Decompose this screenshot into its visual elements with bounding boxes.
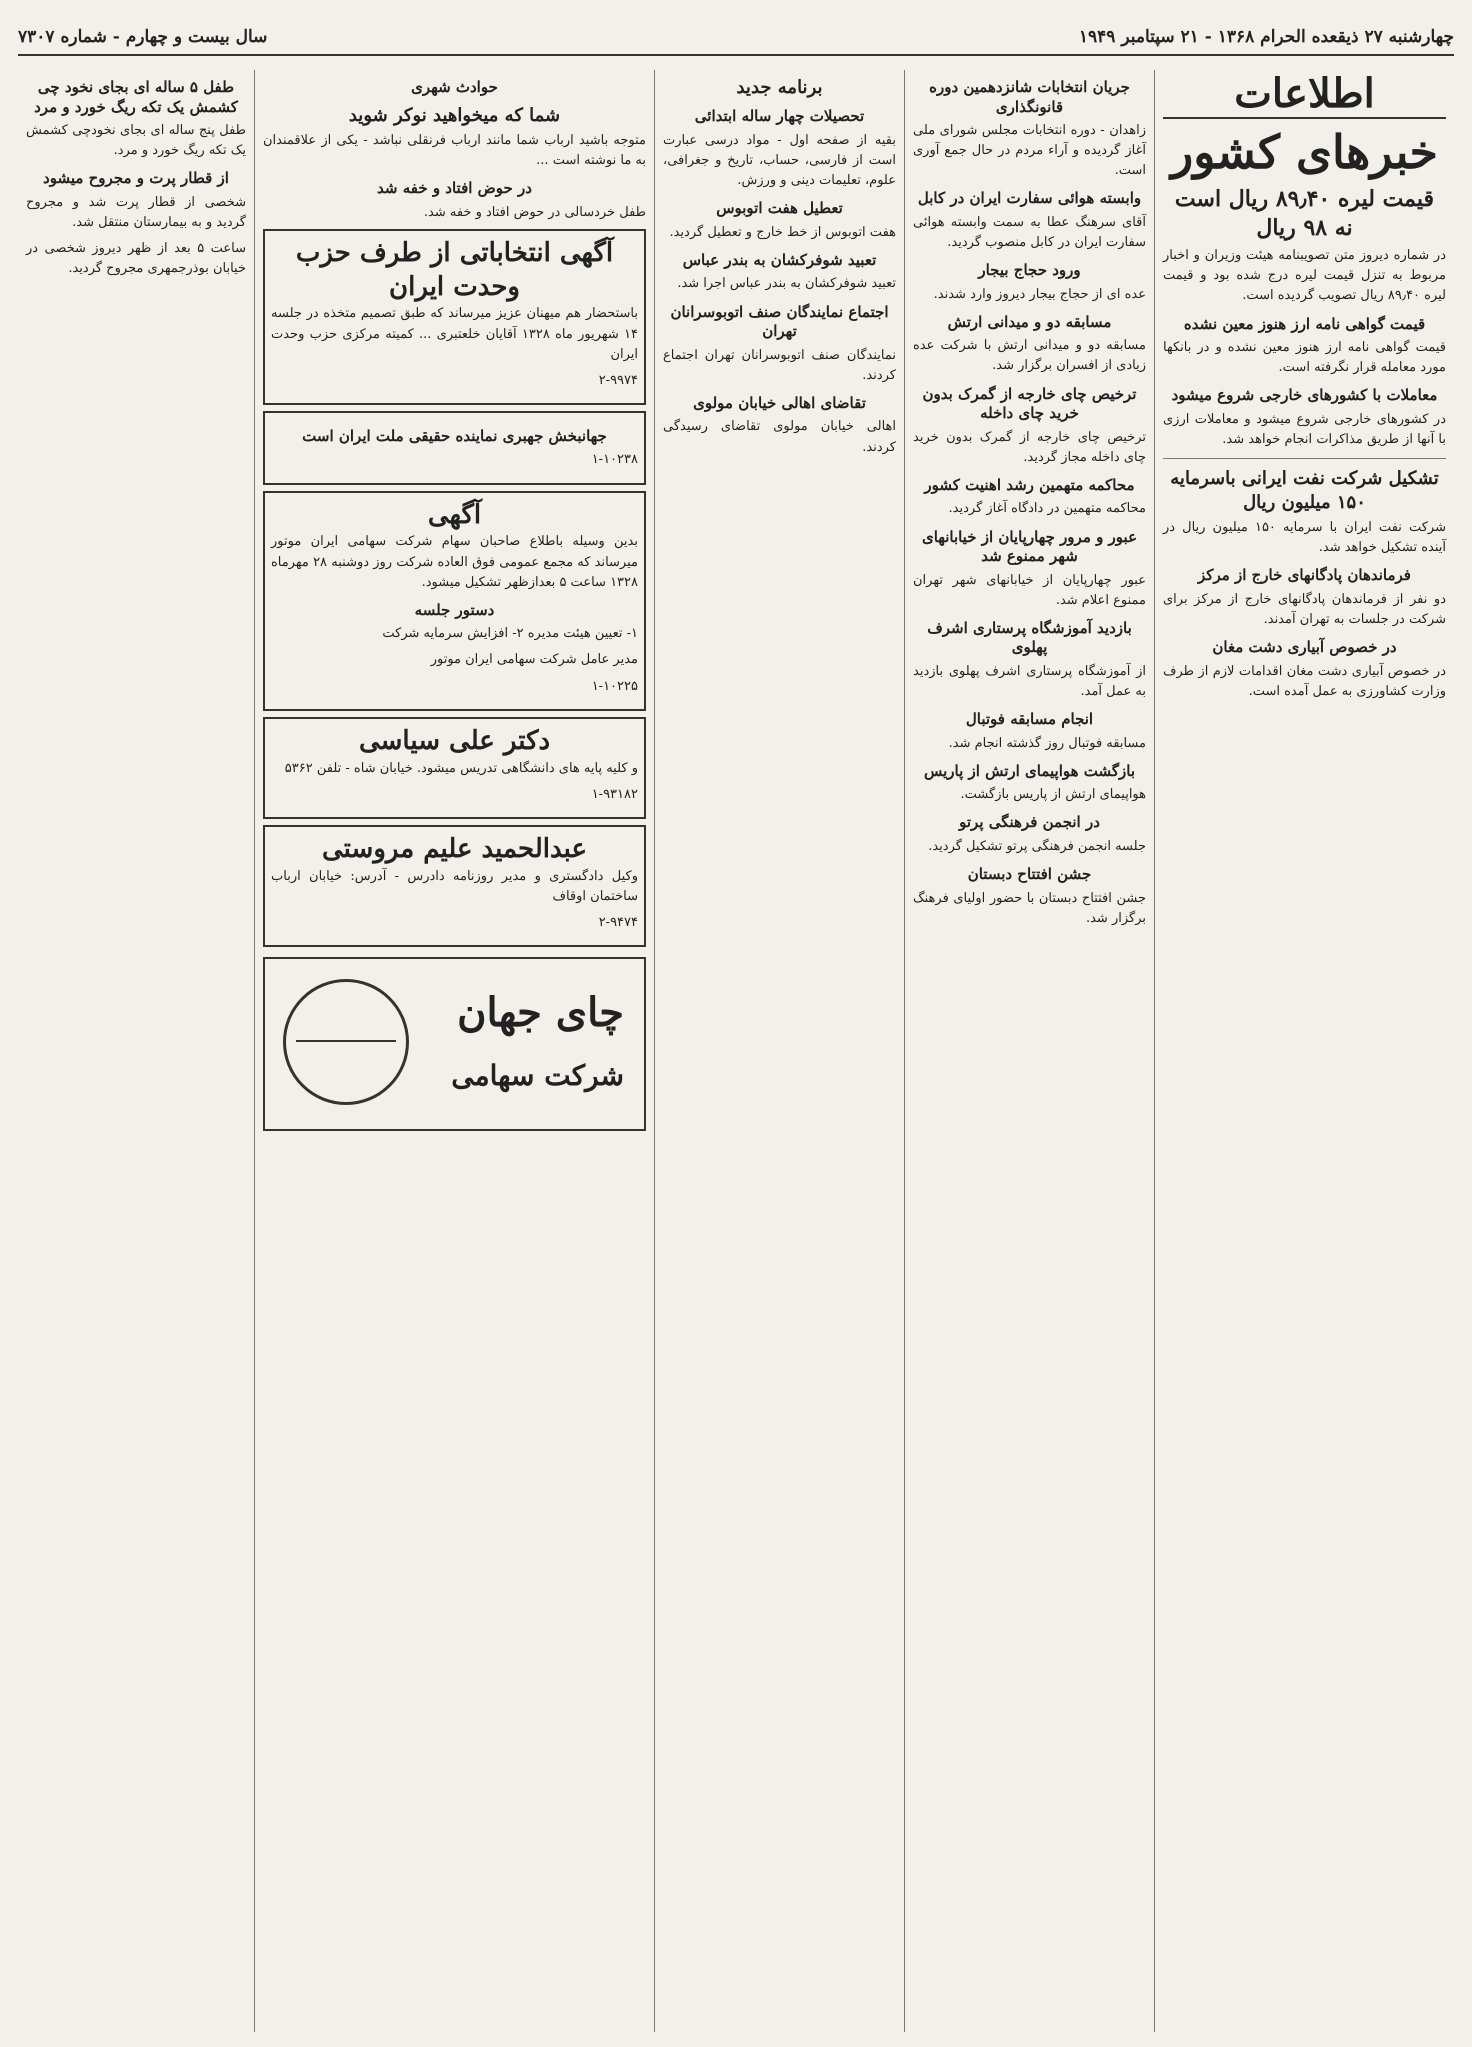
ad-election <box>263 229 646 405</box>
ad-agenda-body: ۱- تعیین هیئت مدیره ۲- افزایش سرمایه شرکت <box>382 626 638 642</box>
ad-jahanbakhsh-code: ۱-۱۰۲۳۸ <box>591 452 638 468</box>
article-irrigation: در خصوص آبیاری دشت مغان اقدامات لازم از طرف وزارت کشاورزی به عمل آمده است. <box>1163 663 1446 699</box>
column-3 <box>654 70 904 2032</box>
article-bus-union: نمایندگان صنف اتوبوسرانان تهران اجتماع کردند. <box>663 347 896 383</box>
ad-notice-title: آگهی <box>427 499 482 530</box>
headline-school-opening: جشن افتتاح دبستان <box>967 865 1092 884</box>
headline-football: انجام مسابقه فوتبال <box>965 710 1094 729</box>
ad-doctor <box>263 717 646 819</box>
ad-tea-title: چای جهان <box>457 989 624 1037</box>
article-cultural-society: جلسه انجمن فرهنگی پرتو تشکیل گردید. <box>928 838 1146 854</box>
headline-molavi: تقاضای اهالی خیابان مولوی <box>693 393 866 412</box>
ad-lawyer-code: ۲-۹۴۷۴ <box>598 914 638 930</box>
ad-doctor-title: دکتر علی سیاسی <box>358 725 551 756</box>
subhead-primary-education: تحصیلات چهار ساله ابتدائی <box>694 107 865 126</box>
headline-pebble-death: طفل ۵ ساله ای بجای نخود چی کشمش یک تکه ریگ خورد و مرد <box>34 78 238 116</box>
headline-new-program: برنامه جدید <box>736 77 823 98</box>
headline-commanders: فرماندهان پادگانهای خارج از مرکز <box>1198 566 1411 585</box>
headline-army-plane: بازگشت هواپیمای ارتش از پاریس <box>923 761 1136 780</box>
article-injury: ساعت ۵ بعد از ظهر دیروز شخصی در خیابان بوذرجمهری مجروح گردید. <box>26 241 246 277</box>
column-5 <box>18 70 254 2032</box>
article-buses: هفت اتوبوس از خط خارج و تعطیل گردید. <box>669 224 896 240</box>
article-drowned: طفل خردسالی در حوض افتاد و خفه شد. <box>423 204 646 220</box>
ad-election-code: ۲-۹۹۷۴ <box>598 372 638 388</box>
article-lira: در شماره دیروز متن تصویبنامه هیئت وزیران و اخبار مربوط به تنزل قیمت لیره درج شده بود و قیمت لیره ۸۹٫۴۰ ریال تصویب گردیده است. <box>1163 248 1446 304</box>
headline-news: خبرهای کشور <box>1171 125 1438 179</box>
globe-icon <box>283 979 409 1105</box>
masthead <box>18 20 1454 56</box>
headline-drowned: در حوض افتاد و خفه شد <box>377 179 532 198</box>
article-foreign-trade: در کشورهای خارجی شروع میشود و معاملات ارزی با آنها از طریق مذاکرات انجام خواهد شد. <box>1163 411 1446 448</box>
article-army-plane: هواپیمای ارتش از پاریس بازگشت. <box>960 787 1146 803</box>
ad-jahanbakhsh-title: جهانبخش جهبری نماینده حقیقی ملت ایران است <box>302 426 607 445</box>
article-football: مسابقه فوتبال روز گذشته انجام شد. <box>948 735 1146 751</box>
ad-agenda-code: ۱-۱۰۲۲۵ <box>591 678 638 694</box>
ad-tea-subtitle: شرکت سهامی <box>451 1059 624 1093</box>
ad-notice-body: بدین وسیله باطلاع صاحبان سهام شرکت سهامی ایران موتور میرساند که مجمع عمومی فوق العاده شرکت روز دوشنبه ۲۸ مهرماه ۱۳۲۸ ساعت ۵ بعدازظهر تشکیل میشود. <box>271 534 638 590</box>
headline-pilgrims: ورود حجاج بیجار <box>978 261 1081 280</box>
headline-nursing-school: بازدید آموزشگاه پرستاری اشرف پهلوی <box>927 618 1132 657</box>
article-tea-customs: ترخیص چای خارجه از گمرک بدون خرید چای داخله مجاز گردید. <box>913 429 1146 465</box>
article-elections: زاهدان - دوره انتخابات مجلس شورای ملی آغاز گردیده و آراء مردم در حال جمع آوری است. <box>913 123 1146 179</box>
article-air-attache: آقای سرهنگ عطا به سمت وابسته هوائی سفارت ایران در کابل منصوب گردید. <box>913 214 1146 251</box>
headline-buses: تعطیل هفت اتوبوس <box>716 199 843 218</box>
headline-elections: جریان انتخابات شانزدهمین دوره قانونگذاری <box>929 78 1130 116</box>
ad-doctor-body: و کلیه پایه های دانشگاهی تدریس میشود. خیابان شاه - تلفن ۵۳۶۲ <box>284 760 638 776</box>
article-drivers-exile: تعبید شوفرکشان به بندر عباس اجرا شد. <box>677 276 896 292</box>
headline-servants: شما که میخواهید نوکر شوید <box>348 104 561 126</box>
headline-tea-customs: ترخیص چای خارجه از گمرک بدون خرید چای داخله <box>922 384 1137 423</box>
headline-bus-union: اجتماع نمایندگان صنف اتوبوسرانان تهران <box>670 302 889 341</box>
date-line: چهارشنبه ۲۷ ذیقعده الحرام ۱۳۶۸ - ۲۱ سپتامبر ۱۹۴۹ <box>1078 27 1454 47</box>
headline-air-attache: وابسته هوائی سفارت ایران در کابل <box>917 189 1142 208</box>
article-new-program: بقیه از صفحه اول - مواد درسی عبارت است از فارسی، حساب، تاریخ و جغرافی، علوم، تعلیمات دینی و ورزش. <box>663 132 896 189</box>
divider <box>1163 458 1446 459</box>
headline-cultural-society: در انجمن فرهنگی پرتو <box>959 813 1100 832</box>
article-commanders: دو نفر از فرماندهان پادگانهای خارج از مرکز برای شرکت در جلسات به تهران آمدند. <box>1163 591 1446 627</box>
headline-lira: قیمت لیره ۸۹٫۴۰ ریال است نه ۹۸ ریال <box>1174 186 1435 241</box>
column-2 <box>904 70 1154 2032</box>
article-molavi: اهالی خیابان مولوی تقاضای رسیدگی کردند. <box>663 419 896 455</box>
headline-certificate: قیمت گواهی نامه ارز هنوز معین نشده <box>1183 314 1426 333</box>
ad-election-body: باستحضار هم میهنان عزیز میرساند که طبق تصمیم متخذه در جلسه ۱۴ شهریور ماه ۱۳۲۸ آقایان خلعتبری ... کمیته مرکزی حزب وحدت ایران <box>271 306 638 362</box>
headline-foreign-trade: معاملات با کشورهای خارجی شروع میشود <box>1171 386 1438 405</box>
article-certificate: قیمت گواهی نامه ارز هنوز معین نشده و در بانکها مورد معامله قرار نگرفته است. <box>1163 340 1446 376</box>
ad-lawyer <box>263 825 646 947</box>
article-pilgrims: عده ای از حجاج بیجار دیروز وارد شدند. <box>933 286 1146 302</box>
ad-jahanbakhsh <box>263 411 646 485</box>
article-trial: محاکمه متهمین در دادگاه آغاز گردید. <box>948 501 1146 517</box>
article-train-fall: شخصی از قطار پرت شد و مجروح گردید و به بیمارستان منتقل شد. <box>26 194 246 230</box>
headline-oil-company: تشکیل شرکت نفت ایرانی باسرمایه ۱۵۰ میلیون ریال <box>1170 468 1439 513</box>
article-animals-ban: عبور چهارپایان از خیابانهای شهر تهران ممنوع اعلام شد. <box>913 572 1146 608</box>
ad-lawyer-title: عبدالحمید علیم مروستی <box>322 833 587 864</box>
ad-agenda-sign: مدیر عامل شرکت سهامی ایران موتور <box>430 652 638 668</box>
headline-trial: محاکمه متهمین رشد اهنیت کشور <box>924 475 1135 494</box>
ad-agenda-title: دستور جلسه <box>414 600 495 619</box>
article-oil-company: شرکت نفت ایران با سرمایه ۱۵۰ میلیون ریال در آینده تشکیل خواهد شد. <box>1163 519 1446 556</box>
headline-train-fall: از قطار پرت و مجروح میشود <box>43 169 229 188</box>
article-servants: متوجه باشید ارباب شما مانند ارباب فرنقلی نباشد - یکی از علاقمندان به ما نوشته است ... <box>263 132 646 169</box>
column-4 <box>254 70 654 2032</box>
article-nursing-school: از آموزشگاه پرستاری اشرف پهلوی بازدید به عمل آمد. <box>913 663 1146 699</box>
article-army-athletics: مسابقه دو و میدانی ارتش با شرکت عده زیادی از افسران برگزار شد. <box>913 338 1146 374</box>
headline-animals-ban: عبور و مرور چهارپایان از خیابانهای شهر ممنوع شد <box>921 527 1138 566</box>
section-city-events: حوادث شهری <box>411 78 498 96</box>
headline-irrigation: در خصوص آبیاری دشت مغان <box>1212 638 1397 657</box>
newspaper-logo: اطلاعات <box>1163 70 1446 119</box>
ad-notice <box>263 491 646 711</box>
headline-drivers-exile: تعبید شوفرکشان به بندر عباس <box>682 250 877 269</box>
article-pebble-death: طفل پنج ساله ای بجای نخودچی کشمش یک تکه ریگ خورد و مرد. <box>26 123 246 159</box>
ad-doctor-code: ۱-۹۳۱۸۲ <box>591 786 638 802</box>
article-school-opening: جشن افتتاح دبستان با حضور اولیای فرهنگ برگزار شد. <box>913 890 1146 926</box>
ad-lawyer-body: وکیل دادگستری و مدیر روزنامه دادرس - آدرس: خیابان ارباب ساختمان اوقاف <box>271 868 638 904</box>
issue-line: سال بیست و چهارم - شماره ۷۳۰۷ <box>18 27 268 47</box>
ad-tea <box>263 957 646 1131</box>
ad-election-title: آگهی انتخاباتی از طرف حزب وحدت ایران <box>295 237 614 302</box>
headline-army-athletics: مسابقه دو و میدانی ارتش <box>947 312 1112 331</box>
column-1 <box>1154 70 1454 2032</box>
